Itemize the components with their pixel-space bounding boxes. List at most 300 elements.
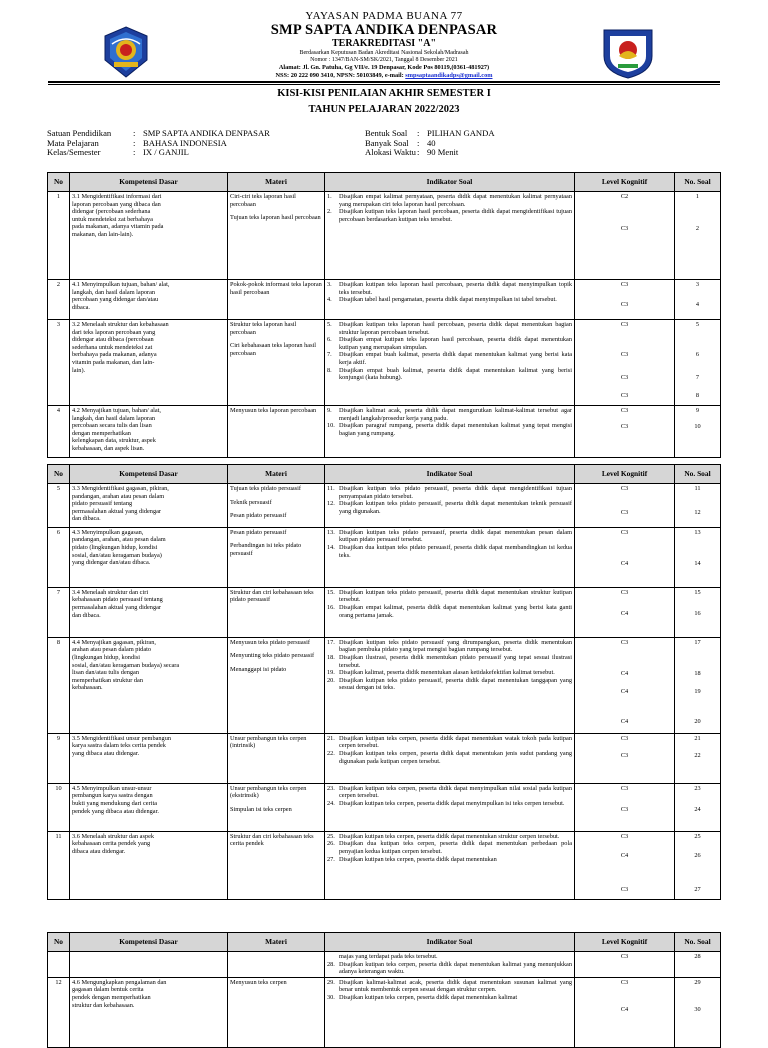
indicator-text: Disajikan kutipan teks cerpen, peserta didik dapat menyimpulkan isi teks cerpen tersebut. [339, 799, 565, 807]
indicator-number [327, 953, 339, 961]
cognitive-level: C3 [620, 832, 629, 840]
question-number: 12 [694, 508, 701, 516]
competency-cell [70, 192, 228, 280]
header-rule-thick [48, 81, 720, 83]
indicator-cell [325, 831, 575, 899]
indicator-text: Disajikan kalimat acak, peserta didik dapat mengurutkan kalimat-kalimat tersebut agar menjadi langkah/prosedur kerja yang padu. [339, 407, 572, 422]
competency-line: pidato persuasif tentang [72, 500, 133, 508]
competency-line: 4.1 Menyimpulkan tujuan, bahan/ alat, [72, 281, 170, 288]
indicator-cell [325, 320, 575, 406]
cognitive-level: C3 [620, 806, 629, 814]
cognitive-level: C3 [620, 407, 629, 414]
indicator-item [327, 500, 572, 515]
question-number: 10 [694, 422, 701, 430]
indicator-cell [325, 484, 575, 528]
competency-line: dibaca. [72, 303, 91, 311]
indicator-text: Disajikan kutipan teks cerpen, peserta didik dapat menentukan [339, 855, 497, 863]
meta-colon: : [133, 147, 136, 158]
row-number: 6 [48, 527, 70, 587]
indicator-text: Disajikan ilustrasi, peserta didik menentukan pidato persuasif yang tepat sesuai ilustrasi tersebut. [339, 653, 572, 669]
meta-key: Kelas/Semester [47, 147, 101, 158]
cognitive-level: C3 [620, 281, 629, 288]
meta-left [47, 129, 270, 158]
competency-line: 4.4 Menyajikan gagasan, pikiran, [72, 638, 156, 646]
competency-line: lisan dan/atau tulis dengan [72, 669, 139, 677]
cognitive-level: C4 [620, 687, 629, 695]
table-row [48, 637, 721, 733]
indicator-item [327, 856, 572, 864]
competency-line: untuk mendeteksi zat berbahaya [72, 215, 153, 223]
material-item: Perbandingan isi teks pidato persuasif [230, 542, 302, 557]
competency-line: memperhatikan struktur dan [72, 676, 143, 684]
indicator-item [327, 961, 572, 976]
meta-key: Satuan Pendidikan [47, 128, 112, 138]
cognitive-level: C3 [620, 784, 629, 792]
competency-cell [70, 320, 228, 406]
indicator-item [327, 351, 572, 366]
indicator-cell [325, 977, 575, 1047]
table-row [48, 527, 721, 587]
cognitive-level: C3 [620, 391, 629, 399]
question-number: 27 [694, 885, 701, 893]
cognitive-level-cell [575, 783, 675, 831]
material-item: Tujuan teks laporan hasil percobaan [230, 214, 321, 222]
question-number: 17 [694, 638, 701, 646]
indicator-text: Disajikan kutipan teks cerpen, peserta didik dapat menentukan watak tokoh pada kutipan cerpen tersebut. [339, 734, 572, 750]
meta-key: Banyak Soal [365, 137, 409, 148]
competency-line: 3.5 Mengidentifikasi unsur pembangun [72, 734, 171, 742]
school-identifiers [200, 72, 568, 79]
material-item: Menanggapi isi pidato [230, 665, 287, 673]
competency-line: kebahasaan. [72, 684, 103, 692]
indicator-text: Disajikan kutipan teks pidato persuasif, peserta didik dapat menentukan teknik persuasif yang digunakan. [339, 500, 572, 515]
cognitive-level-cell [575, 733, 675, 783]
indicator-number: 30. [327, 993, 335, 1001]
question-number: 16 [694, 610, 701, 618]
indicator-text: Disajikan empat buah kalimat, peserta didik dapat menentukan kalimat yang berisi kata kerja aktif. [339, 351, 572, 366]
email-link[interactable]: smpsaptaandikadps@gmail.com [405, 72, 493, 79]
cognitive-level: C3 [620, 528, 629, 536]
question-number: 14 [694, 560, 701, 568]
table-row [48, 587, 721, 637]
row-number: 1 [48, 192, 70, 280]
material-cell [228, 637, 325, 733]
material-cell [228, 192, 325, 280]
indicator-item [327, 994, 572, 1002]
competency-line: pidato (lingkungan hidup, kondisi [72, 543, 158, 551]
indicator-text: Disajikan kutipan teks laporan hasil percobaan, peserta didik dapat menentukan bagian struktur laporan percobaan tersebut. [339, 321, 572, 336]
indicator-cell [325, 783, 575, 831]
material-item: Menyusun teks cerpen [230, 978, 287, 986]
indicator-text: Disajikan kutipan teks laporan hasil percobaan, peserta didik dapat menyimpulkan topik teks tersebut. [339, 281, 572, 296]
competency-line: pendek yang dibaca atau didengar. [72, 807, 159, 815]
indicator-cell [325, 192, 575, 280]
row-number: 11 [48, 831, 70, 899]
indicator-cell [325, 527, 575, 587]
material-item: Simpulan isi teks cerpen [230, 805, 292, 813]
row-number: 10 [48, 783, 70, 831]
question-number-cell [675, 977, 721, 1047]
indicator-item [327, 208, 572, 223]
question-number: 30 [694, 1006, 701, 1014]
meta-value: 40 [427, 137, 436, 148]
indicator-number: 23. [327, 784, 335, 792]
indicator-item [327, 833, 572, 841]
cognitive-level-cell [575, 952, 675, 978]
competency-line: lain). [72, 366, 86, 374]
competency-line: yang dibaca atau didengar. [72, 749, 140, 757]
cognitive-level: C4 [620, 717, 629, 725]
material-item: Menyusun teks laporan percobaan [230, 407, 317, 414]
competency-line: percobaan yang didengar dan/atau [72, 296, 159, 304]
material-item: Struktur dan ciri kebahasaan teks pidato persuasif [230, 588, 314, 604]
indicator-item [327, 800, 572, 808]
cognitive-level: C3 [620, 953, 629, 960]
indicator-text: Disajikan empat kalimat, peserta didik dapat menentukan kalimat yang berisi kata ganti orang pertama jamak. [339, 603, 572, 619]
meta-right [365, 129, 495, 158]
competency-line: berbahaya pada makanan, adanya [72, 351, 157, 359]
competency-cell [70, 280, 228, 320]
indicator-text: Disajikan kalimat, peserta didik menentukan alasan ketidakefektifan kalimat tersebut. [339, 669, 555, 677]
question-number: 21 [694, 734, 701, 742]
competency-line: percobaan secara tulis dan lisan [72, 422, 152, 430]
column-header: No [48, 173, 70, 192]
competency-line: kelengkapan data, struktur, aspek [72, 437, 156, 445]
indicator-text: Disajikan kutipan teks cerpen, peserta didik dapat menentukan struktur cerpen tersebut. [339, 832, 560, 840]
decree-line-1: Berdasarkan Keputusan Badan Akreditasi Nasional Sekolah/Madrasah [299, 50, 469, 56]
indicator-item [327, 485, 572, 500]
indicator-number: 1. [327, 193, 332, 200]
indicator-cell [325, 587, 575, 637]
indicator-number: 2. [327, 208, 332, 216]
cognitive-level: C4 [620, 1006, 629, 1014]
competency-cell [70, 831, 228, 899]
indicator-number: 9. [327, 407, 332, 414]
meta-value: 90 Menit [427, 147, 459, 158]
meta-row [365, 148, 495, 158]
material-cell [228, 484, 325, 528]
material-cell [228, 733, 325, 783]
competency-line: sederhana untuk mendeteksi zat [72, 343, 153, 351]
indicator-number: 13. [327, 528, 335, 536]
column-header: No. Soal [675, 173, 721, 192]
column-header: No. Soal [675, 933, 721, 952]
indicator-item [327, 604, 572, 619]
material-cell [228, 831, 325, 899]
competency-line: pandangan, arahan atau pesan dalam [72, 492, 165, 500]
material-cell [228, 952, 325, 978]
table-row [48, 952, 721, 978]
column-header: Indikator Soal [325, 933, 575, 952]
question-number: 7 [695, 374, 700, 382]
header-row [48, 465, 721, 484]
cognitive-level: C2 [620, 193, 629, 200]
indicator-item [327, 296, 572, 304]
indicator-number: 10. [327, 422, 335, 430]
indicator-number: 6. [327, 336, 332, 344]
competency-line: didengar atau dibaca (percobaan [72, 336, 154, 344]
indicator-item [327, 677, 572, 692]
material-item: Struktur teks laporan hasil percobaan [230, 321, 297, 336]
competency-line: laporan percobaan yang dibaca dan [72, 200, 161, 208]
table-row [48, 977, 721, 1047]
table-row [48, 831, 721, 899]
indicator-number: 14. [327, 543, 335, 551]
cognitive-level: C3 [620, 885, 629, 893]
question-number: 8 [695, 391, 700, 399]
meta-key: Bentuk Soal [365, 128, 408, 138]
competency-line: 3.1 Mengidentifikasi informasi dari [72, 193, 162, 200]
indicator-number: 17. [327, 638, 335, 646]
cognitive-level: C3 [620, 752, 629, 760]
question-number-cell [675, 280, 721, 320]
question-number: 9 [695, 407, 700, 414]
cognitive-level-cell [575, 977, 675, 1047]
indicator-number: 25. [327, 832, 335, 840]
cognitive-level: C3 [620, 300, 629, 308]
competency-line: 3.3 Mengidentifikasi gagasan, pikiran, [72, 485, 169, 492]
table-row [48, 192, 721, 280]
meta-colon: : [417, 147, 420, 158]
indicator-item [327, 544, 572, 559]
indicator-cell [325, 280, 575, 320]
row-number: 12 [48, 977, 70, 1047]
table-row [48, 733, 721, 783]
indicator-number: 15. [327, 588, 335, 596]
material-cell [228, 320, 325, 406]
question-number: 4 [695, 300, 700, 308]
competency-line: 4.3 Menyimpulkan gagasan, [72, 528, 144, 536]
cognitive-level: C3 [620, 321, 629, 328]
competency-line: gagasan dalam bentuk cerita [72, 986, 144, 994]
column-header: Level Kognitif [575, 465, 675, 484]
question-number: 22 [694, 752, 701, 760]
indicator-number: 27. [327, 855, 335, 863]
competency-line: pada makanan, adanya vitamin pada [72, 223, 164, 231]
material-item: Ciri kebahasaan teks laporan hasil percobaan [230, 342, 317, 357]
competency-line: (lingkungan hidup, kondisi [72, 653, 141, 661]
indicator-item [327, 735, 572, 750]
decree-line-2: Nomor : 1347/BAN-SM/SK/2021, Tanggal 8 Desember 2021 [310, 57, 458, 63]
competency-line: 4.5 Menyimpulkan unsur-unsur [72, 784, 152, 792]
competency-line: pembangun karya sastra dengan [72, 792, 153, 800]
question-number-cell [675, 320, 721, 406]
column-header: Kompetensi Dasar [70, 173, 228, 192]
indicator-item [327, 407, 572, 422]
question-number-cell [675, 952, 721, 978]
table-row [48, 484, 721, 528]
meta-key: Alokasi Waktu [365, 147, 416, 158]
cognitive-level: C3 [620, 485, 629, 492]
cognitive-level: C4 [620, 560, 629, 568]
competency-line: dengan memperhatikan [72, 429, 131, 437]
material-cell [228, 406, 325, 458]
competency-line: didengar (percobaan sederhana [72, 208, 151, 216]
competency-line: dibaca atau didengar. [72, 847, 126, 855]
indicator-item [327, 281, 572, 296]
indicator-text: Disajikan dua kutipan teks cerpen, peserta didik dapat menentukan perbedaan pola penyajian kedua kutipan cerpen tersebut. [339, 840, 572, 855]
question-number: 2 [695, 224, 700, 232]
row-number: 2 [48, 280, 70, 320]
competency-line: pendek dengan memperhatikan [72, 993, 151, 1001]
competency-cell [70, 587, 228, 637]
indicator-text: Disajikan kutipan teks laporan hasil percobaan, peserta didik dapat mengidentifikasi tujuan percobaan berdasarkan kutipan teks tersebut. [339, 208, 572, 223]
row-number [48, 952, 70, 978]
question-number-cell [675, 831, 721, 899]
cognitive-level-cell [575, 192, 675, 280]
indicator-number: 20. [327, 676, 335, 684]
column-header: No [48, 933, 70, 952]
material-item: Pesan pidato persuasif [230, 528, 287, 536]
question-number: 29 [694, 978, 701, 986]
row-number: 3 [48, 320, 70, 406]
question-number: 25 [694, 832, 701, 840]
competency-line: kebahasaan cerita pendek yang [72, 840, 151, 848]
meta-colon: : [133, 128, 136, 138]
cognitive-level-cell [575, 831, 675, 899]
indicator-item [327, 750, 572, 765]
school-name: SMP SAPTA ANDIKA DENPASAR [270, 22, 498, 38]
cognitive-level: C3 [620, 350, 629, 358]
question-number: 23 [694, 784, 701, 792]
question-number-cell [675, 484, 721, 528]
indicator-text: Disajikan kutipan teks pidato persuasif, peserta didik dapat menentukan struktur kutipan tersebut. [339, 588, 572, 604]
material-cell [228, 587, 325, 637]
column-header: Materi [228, 173, 325, 192]
material-item: Menyusun teks pidato persuasif [230, 638, 310, 646]
material-cell [228, 527, 325, 587]
indicator-text: Disajikan paragraf rumpang, peserta didik dapat menentukan kalimat yang tepat mengisi bagian yang rumpang. [339, 422, 572, 437]
column-header: Kompetensi Dasar [70, 933, 228, 952]
indicator-text: majas yang terdapat pada teks tersebut. [339, 953, 438, 960]
material-item: Tujuan teks pidato persuasif [230, 485, 301, 492]
indicator-number: 5. [327, 321, 332, 328]
cognitive-level: C3 [620, 374, 629, 382]
competency-line: kebahasaan pidato persuasif tentang [72, 596, 163, 604]
document-title: KISI-KISI PENILAIAN AKHIR SEMESTER I [277, 88, 491, 99]
meta-colon: : [133, 137, 136, 148]
question-number-cell [675, 192, 721, 280]
row-number: 4 [48, 406, 70, 458]
column-header: Kompetensi Dasar [70, 465, 228, 484]
competency-line: 3.6 Menelaah struktur dan aspek [72, 832, 155, 840]
competency-line: makanan, dan lain-lain). [72, 230, 134, 238]
indicator-text: Disajikan kutipan teks pidato persuasif yang dirumpangkan, peserta didik menentukan bagian pembuka pidato yang tepat mengisi bagian rumpang tersebut. [339, 638, 572, 654]
competency-line: vitamin pada makanan, dan lain- [72, 358, 155, 366]
question-number: 28 [694, 953, 701, 960]
accreditation-status: TERAKREDITASI "A" [332, 38, 436, 49]
indicator-text: Disajikan kutipan teks pidato persuasif, peserta didik dapat menentukan tanggapan yang sesuai dengan isi teks. [339, 676, 572, 692]
competency-line: struktur dan kebahasaan. [72, 1001, 135, 1009]
cognitive-level-cell [575, 406, 675, 458]
indicator-number: 11. [327, 485, 335, 492]
question-number: 24 [694, 806, 701, 814]
question-number: 3 [695, 281, 700, 288]
question-number: 1 [695, 193, 700, 200]
table-row [48, 280, 721, 320]
cognitive-level: C3 [620, 422, 629, 430]
indicator-number: 28. [327, 960, 335, 968]
competency-line: dan dibaca. [72, 611, 101, 619]
indicator-cell [325, 733, 575, 783]
competency-cell [70, 484, 228, 528]
material-item: Menyunting teks pidato persuasif [230, 652, 315, 660]
indicator-number: 3. [327, 281, 332, 288]
question-number: 26 [694, 852, 701, 860]
competency-cell [70, 977, 228, 1047]
question-number: 5 [695, 321, 700, 328]
indicator-text: Disajikan kutipan teks cerpen, peserta didik dapat menyimpulkan nilai sosial pada kutipan cerpen tersebut. [339, 784, 572, 800]
competency-line: karya sastra dalam teks cerita pendek [72, 742, 166, 750]
cognitive-level: C3 [620, 508, 629, 516]
meta-row [47, 148, 270, 158]
competency-cell [70, 952, 228, 978]
cognitive-level-cell [575, 484, 675, 528]
indicator-item [327, 979, 572, 994]
indicator-number: 22. [327, 749, 335, 757]
indicator-number: 24. [327, 799, 335, 807]
question-number: 11 [694, 485, 701, 492]
indicator-item [327, 840, 572, 855]
column-header: Level Kognitif [575, 933, 675, 952]
row-number: 8 [48, 637, 70, 733]
material-item: Unsur pembangun teks cerpen (ekstrinsik) [230, 784, 307, 800]
row-number: 9 [48, 733, 70, 783]
meta-value: PILIHAN GANDA [427, 128, 495, 138]
indicator-text: Disajikan empat kutipan teks laporan hasil percobaan, peserta didik dapat menentukan kutipan yang merupakan simpulan. [339, 336, 572, 351]
competency-line: 3.2 Menelaah struktur dan kebahasaan [72, 321, 169, 328]
grid-table-3 [47, 932, 721, 1048]
meta-colon: : [417, 137, 420, 148]
column-header: Indikator Soal [325, 173, 575, 192]
indicator-number: 21. [327, 734, 335, 742]
material-item: Pokok-pokok informasi teks laporan hasil percobaan [230, 281, 322, 296]
indicator-item [327, 422, 572, 437]
indicator-item [327, 336, 572, 351]
competency-cell [70, 527, 228, 587]
competency-line: kebahasaan, dan aspek lisan. [72, 444, 145, 452]
indicator-text: Disajikan kutipan teks pidato persuasif, peserta didik dapat menentukan pesan dalam kutipan pidato persuasif tersebut. [339, 528, 572, 544]
meta-value: IX / GANJIL [143, 147, 189, 158]
material-cell [228, 280, 325, 320]
column-header: No [48, 465, 70, 484]
question-number: 20 [694, 717, 701, 725]
cognitive-level-cell [575, 587, 675, 637]
indicator-number: 4. [327, 296, 332, 304]
academic-year: TAHUN PELAJARAN 2022/2023 [308, 104, 460, 115]
padma-school-crest-icon [600, 26, 656, 80]
question-number: 18 [694, 670, 701, 678]
material-item: Pesan pidato persuasif [230, 512, 287, 520]
material-cell [228, 783, 325, 831]
indicator-item [327, 193, 572, 208]
column-header: Level Kognitif [575, 173, 675, 192]
province-crest-icon [100, 26, 152, 78]
cognitive-level: C4 [620, 670, 629, 678]
material-item: Teknik persuasif [230, 498, 272, 506]
row-number: 5 [48, 484, 70, 528]
question-number-cell [675, 587, 721, 637]
cognitive-level: C3 [620, 588, 629, 596]
competency-line: 3.4 Menelaah struktur dan ciri [72, 588, 149, 596]
indicator-cell [325, 952, 575, 978]
table-row [48, 320, 721, 406]
table-row [48, 783, 721, 831]
indicator-text: Disajikan tabel hasil pengamatan, peserta didik dapat menyimpulkan isi tabel tersebut. [339, 296, 557, 304]
meta-colon: : [417, 128, 420, 138]
row-number: 7 [48, 587, 70, 637]
nss-npsn-text: NSS: 20 222 090 3410, NPSN: 50103849, e-mail: [275, 72, 406, 79]
